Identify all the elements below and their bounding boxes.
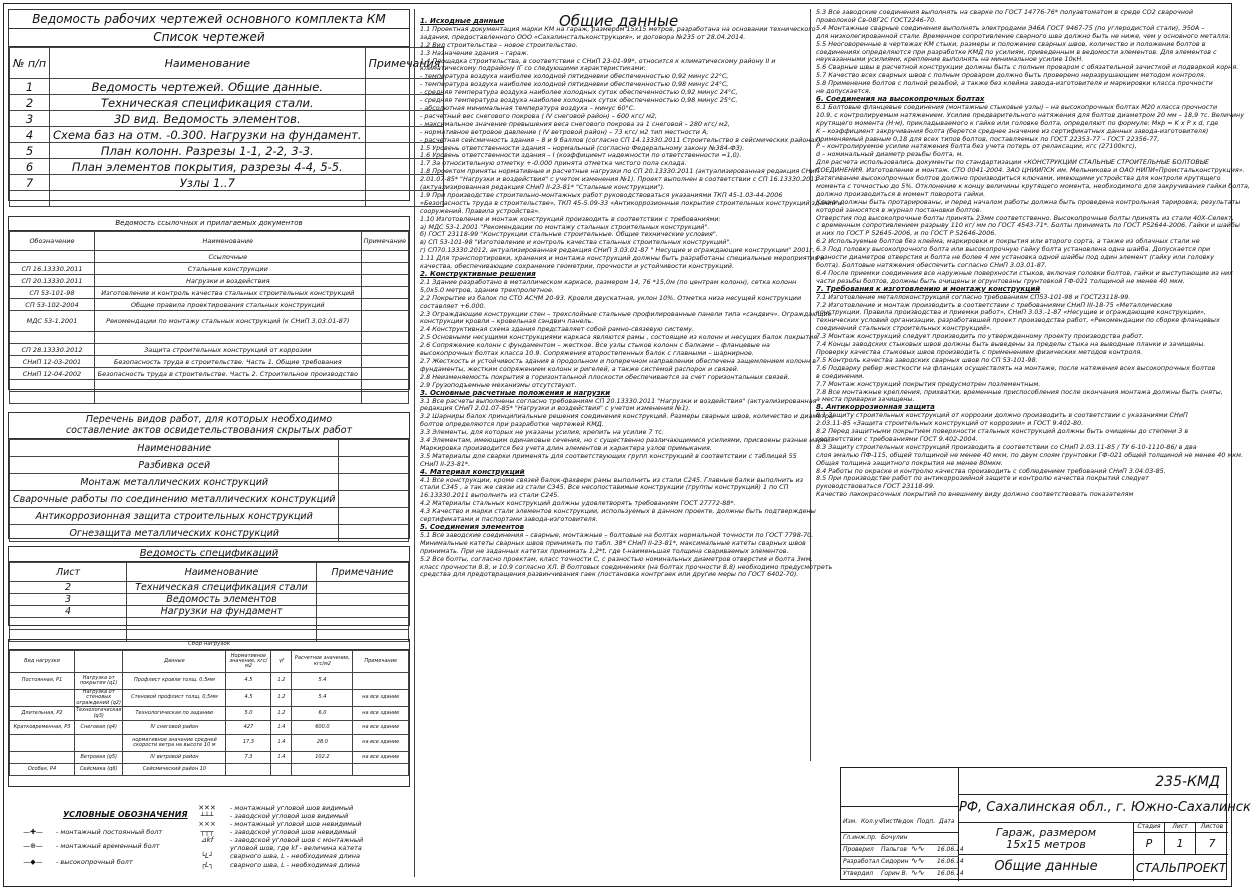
drawings-list-header: Ведомость рабочих чертежей основного комплекта КМ xyxy=(9,10,409,29)
note-line: d – номинальный диаметр резьбы болта, м. xyxy=(816,150,964,159)
note-line: с временным сопротивлением разрыву 110 кг/ мм по ГОСТ 4543-71*. Болты принимать по ГОСТ Р52644-2006. Гайки и шайбы xyxy=(816,221,1240,230)
note-line: (актуализированная редакция СНиП II-23-81* "Стальные конструкции"). xyxy=(420,183,666,192)
note-line: 6.3 Под головку высокопрочного болта или высокопрочную гайку болта установлена одна шайба. Допускается при xyxy=(816,245,1211,254)
table-row: 3 Ведомость элементов xyxy=(10,594,409,606)
note-line: Для расчета использовались документы по стандартизации «КОНСТРУКЦИИ СТАЛЬНЫЕ СТРОИТЕЛЬНЫЕ БОЛТОВЫЕ xyxy=(816,158,1210,167)
note-line: 7.2 Изготовление и монтаж производить в соответствии с требованиями СНиП III-18-75 «Металлические xyxy=(816,300,1173,309)
table-row: СНиП 12-03-2001 Безопасность труда в строительстве. Часть 1. Общие требования xyxy=(10,356,409,368)
note-line: - максимальное значение превышения веса снегового покрова за 1 снеговой – 280 кгс/ м2, xyxy=(420,119,730,128)
note-line: должно производиться в момент поворота гайки. xyxy=(816,189,986,198)
section-heading: 3. Основные расчетные положения и нагрузки xyxy=(420,388,611,397)
note-line: в) СП 53-101-98 "Изготовление и контроль качества стальных строительных конструкций". xyxy=(420,238,732,247)
legend-item: ✕✕✕ - монтажный угловой шов видимый xyxy=(188,804,353,812)
note-line: - температура воздуха наиболее холодной пятидневки обеспеченностью 0,92 минус 22°С, xyxy=(420,72,729,81)
note-line: которой заносятся в журнал постановки болтов. xyxy=(816,205,982,214)
note-line: а места приварки зачищены. xyxy=(816,395,915,404)
note-line: - расчетная сейсмичность здания – 8 и 9 баллов (согласно СП 14.13330.2011 Строительство в сейсмических районах). xyxy=(420,135,823,144)
signature-icon: ∿∿ xyxy=(911,868,925,877)
note-line: 6.4 После приемки соединения все наружные поверхности стыков, включая головки болтов, гайки и выступающие из них xyxy=(816,268,1233,277)
loads-header: Сбор нагрузок xyxy=(9,640,409,650)
note-line: - абсолютная минимальная температура воздуха – минус 60°С. xyxy=(420,103,636,112)
title-block xyxy=(840,767,1251,880)
note-line: 7.5 Контроль качества заводских сварных швов по СП 53-101-98. xyxy=(816,355,1038,364)
note-line: фундаменты, жестким сопряжением колонн и ригелей, а также системой распорок и связей. xyxy=(420,364,739,373)
note-line: составляет +6.000. xyxy=(420,301,486,310)
hidden-works-table xyxy=(8,412,410,539)
general-notes-col3 xyxy=(816,8,1250,761)
table-row: СП 53-102-2004 Общие правила проектирования стальных конструкций xyxy=(10,299,409,311)
note-line: K – коэффициент закручивания болта (берется среднее значение из сертификатных данных завода-изготовителя) xyxy=(816,126,1209,135)
legend-item: ××× - монтажный угловой шов невидимый xyxy=(188,820,361,828)
section-heading: 1. Исходные данные xyxy=(420,17,505,25)
note-line: Ключи должны быть протарированы, и перед началом работы должна быть проведена контрольная тарировка, результаты xyxy=(816,197,1241,206)
legend-item: —✚— - монтажный постоянный болт xyxy=(14,828,162,836)
note-line: 1.8 Проектом приняты нормативные и расчетные нагрузки по СП 20.13330.2011 (актуализированная редакция СНиП xyxy=(420,167,820,176)
col-header: № п/п xyxy=(10,48,50,79)
note-line: 2.9 Грузоподъемные механизмы отсутствуют. xyxy=(420,380,577,389)
note-line: высокопрочных болтах класса 10.9. Сопряжения второстепенных балок с главными – шарнирное. xyxy=(420,349,754,358)
legend-item: —⊕— - монтажный временный болт xyxy=(14,842,160,850)
signer-row: Утвердил Горин В. ∿∿ 16.06.14 xyxy=(843,868,964,877)
note-line: 2.8 Неизменяемость покрытия в горизонтальной плоскости обеспечивается за счет горизонтальных связей. xyxy=(420,372,790,381)
note-line: СНиП II-23-81*. xyxy=(420,459,471,468)
note-line: 8.4 Работы по окраске и контролю качества производить с соблюдением требований СНиП 3.04.03-85. xyxy=(816,466,1166,475)
note-line: - температура воздуха наиболее холодной пятидневки обеспеченностью 0,98 минус 24°С, xyxy=(420,80,729,89)
col-header: Примечания xyxy=(365,48,444,79)
note-line: 2.6 Сопряжение колонн с фундаментом – жесткое. Все узлы стыков колонн с балками – фланцевые на xyxy=(420,341,770,350)
note-line: и них по ГОСТ Р 52645-2006, и по ГОСТ Р 52646-2006. xyxy=(816,229,997,238)
note-line: 1.6 Уровень ответственности здания – I (коэффициент надежности по ответственности =1,0). xyxy=(420,151,742,160)
drawing-sheet xyxy=(3,3,1251,887)
note-line: Маркировка производится без учета длин элементов и характера узлов примыкания. xyxy=(420,443,712,452)
note-line: климатическому подрайону IГ со следующими характеристиками: xyxy=(420,64,646,73)
note-line: 8.2 Перед защитными покрытием поверхности стальных конструкций должны быть очищены до степени 3 в xyxy=(816,427,1189,436)
references-header: Ведомость ссылочных и прилагаемых документов xyxy=(9,217,409,231)
note-line: конструкции. Правила производства и приемки работ», СНиП 3.03.-1-87 «Несущие и ограждающие конструкции», xyxy=(816,308,1207,317)
table-row: Сварочные работы по соединению металлических конструкций xyxy=(10,491,409,508)
sheets-value: 7 xyxy=(1196,833,1228,855)
table-row: Длительная, Р2 Технологическая (q3) Технологическая по заданию 5.0 1.2 6.0 на все здание xyxy=(10,707,409,721)
col-header: Данные xyxy=(123,651,226,673)
temporary-bolt-icon: —⊕— xyxy=(23,842,43,850)
table-row: Ветровая (q5) IV ветровой район 7.3 1.4 102.2 на все здание xyxy=(10,752,409,764)
sheet-title: Общие данные xyxy=(959,855,1134,881)
stage-value: Р xyxy=(1134,833,1165,855)
note-line: не допускается. xyxy=(816,87,871,96)
note-line: средства для предотвращения развинчивания гаек (постановка контргаек или другие меры по ГОСТ 6402-70). xyxy=(420,570,799,579)
note-line: 6.2 Используемые болтов без клейма, маркировки и покрытия или второго сорта, а также из облачных стали не xyxy=(816,237,1200,246)
note-line: 5.1 Все заводские соединения – сварные, монтажные – болтовые на болтах нормальной точности по ГОСТ 7798-70. xyxy=(420,530,814,539)
table-row: Особая, Р4 Сейсмика (q6) Сейсмический район 10 xyxy=(10,764,409,776)
left-column xyxy=(8,9,441,877)
col-header: Лист xyxy=(10,563,127,582)
note-line: 1.2 Вид строительства – новое строительство. xyxy=(420,40,578,49)
note-line: соединений стальных строительных конструкций». xyxy=(816,324,993,333)
col-header: Нормативное значение, кгс/м2 xyxy=(226,651,271,673)
note-line: Отверстия под высокопрочные болты принять 23мм соответственно. Высокопрочные болты принять из стали 40Х-Селект, xyxy=(816,213,1234,222)
col-header: Примечание xyxy=(317,563,409,582)
note-line: 1.9 При производстве строительно-монтажных работ руководствоваться указаниями ТКП 45-1.03-44-2006 xyxy=(420,190,783,199)
note-line: 5.2 Все болты, согласно проектам, класс точности С, с разностью номинальных диаметров отверстия и болта 3мм, xyxy=(420,554,813,563)
note-line: 2.3 Ограждающие конструкции стен – трехслойные стальные профилированные панели типа «сэндвич». Ограждающие xyxy=(420,309,832,318)
note-line: СОЕДИНЕНИЯ. Изготовление и монтаж. СТО 0041-2004. ЗАО ЦНИИПСК им. Мельникова и ОАО НИПИ«Промстальконструкция». xyxy=(816,166,1245,175)
table-row: 2 Техническая спецификация стали xyxy=(10,582,409,594)
note-line: Затягивание высокопрочных болтов должно производиться ключами, имеющими устройства для контроля крутящего xyxy=(816,174,1221,183)
note-line: 1.10 Изготовление и монтаж конструкций производить в соответствии с требованиями: xyxy=(420,214,721,223)
section-heading: 2. Конструктивные решения xyxy=(420,270,536,278)
table-row: 7 Узлы 1..7 xyxy=(10,175,444,191)
page-title: Общие данные xyxy=(559,12,679,30)
column-divider xyxy=(810,9,811,761)
loads-table xyxy=(8,639,410,787)
col-header: Наименование xyxy=(127,563,317,582)
note-line: 7.6 Подварку ребер жесткости на фланцах осуществлять на монтаже, после натяжения всех высокопрочных болтов xyxy=(816,363,1216,372)
note-line: момента с точностью до 5%. Отклонение к концу величины крутящего момента, необходимого для закручивания гайки болта, xyxy=(816,181,1250,190)
note-line: 3.5 Материалы для сварки применять для соответствующих групп конструкций в соответствии с таблицей 55 xyxy=(420,451,797,460)
table-row: Нагрузка от стеновых ограждений (q2) Стеновой профлист толщ. 0,5мм 4.5 1.2 5.4 на все здание xyxy=(10,690,409,707)
legend-item: ┬┬┬ - заводской угловой шов невидимый xyxy=(188,828,357,836)
col-header: Наименование xyxy=(10,440,339,457)
location: РФ, Сахалинская обл., г. Южно-Сахалинск xyxy=(959,795,1228,823)
table-row: СП 16.13330.2011 Стальные конструкции xyxy=(10,263,409,275)
note-line: стали С345 , а так же связи из стали С345. Все несопоставимые конструкции (группы конструкций) 1 по СП xyxy=(420,483,789,492)
note-line: для низколегированной стали. Временное сопротивление сварного шва должно быть не ниже, чем у основного металла. xyxy=(816,31,1231,40)
note-line: 3.1 Все расчеты выполнены согласно требованиям СП 20.13330.2011 "Нагрузки и воздействия" (актуализированная xyxy=(420,396,817,405)
section-heading: 5. Соединения элементов xyxy=(420,523,525,531)
note-line: - средняя температура воздуха наиболее холодных суток обеспеченностью 0,98 минус 25°С. xyxy=(420,96,738,105)
note-line: 5.4 Монтажные сварные соединения выполнять электродами Э46А ГОСТ 9467-75 (по углеродистой стали), Э50А – xyxy=(816,23,1205,32)
note-line: г) СП70.13330.2012, актуализированная редакция СНиП 3.03.01-87 " Несущие и ограждающие конструкции" 2001г. xyxy=(420,246,815,255)
note-line: применяемый равным 0,18 для всех типов болтов, поставляемых по ГОСТ 22353-77 – ГОСТ 22356-77, xyxy=(816,134,1160,143)
note-line: 2.4 Конструктивная схема здания представляет собой рамно-связевую систему. xyxy=(420,325,694,334)
permanent-bolt-icon: —✚— xyxy=(23,828,43,836)
note-line: 2.7 Жесткость и устойчивость здания в продольном и поперечном направлении обеспечена защемлением колонн в xyxy=(420,356,816,365)
section-heading: 4. Материал конструкций xyxy=(420,467,525,476)
note-line: принимать. При не заданных катетах принимать 1,2*t, где t-наименьшая толщина свариваемых элементов. xyxy=(420,546,789,555)
sheet-value: 1 xyxy=(1165,833,1196,855)
note-line: - нормативное ветровое давление ( IV ветровой район) – 73 кгс/ м2 тип местности А, xyxy=(420,127,709,136)
weld-icon: ✕✕✕ xyxy=(198,804,216,812)
note-line: 5,0х5.0 метров, здание трехпролетное. xyxy=(420,285,554,294)
note-line: 2.03.11-85 «Защита строительных конструкций от коррозии» и ГОСТ 9.402-80. xyxy=(816,419,1084,428)
note-line: 4.3 Качество и марки стали элементов конструкции, используемых в данном проекте, должны быть подтверждены xyxy=(420,507,816,516)
table-row: 3 3D вид. Ведомость элементов. xyxy=(10,111,444,127)
note-line: 8.1 Защиту строительных конструкций от коррозии должно производить в соответствии с указаниями СНиП xyxy=(816,411,1188,420)
object-name: Гараж, размером 15х15 метров xyxy=(959,823,1134,855)
hs-bolt-icon: —◆— xyxy=(23,858,43,866)
sheets-label: Листов xyxy=(1196,823,1228,833)
note-line: крутящего момента (Н·м), прикладываемого к гайке или головке болта, определяют по формуле: Мкр = K х P х d, где xyxy=(816,118,1219,127)
weld-icon: ┌L┐ xyxy=(200,861,214,869)
table-row: Монтаж металлических конструкций xyxy=(10,474,409,491)
note-line: в соединении. xyxy=(816,371,865,380)
legend-item: ⊿kf - заводской угловой шов с монтажный xyxy=(188,836,363,844)
table-row: СП 28.13330.2012 Защита строительных конструкций от коррозии xyxy=(10,344,409,356)
col-header: Обозначение xyxy=(10,232,95,251)
note-line: болтов определяются при разработке чертежей КМД. xyxy=(420,420,604,429)
note-line: болта). Болтовые натяжения обеспечить согласно СНиП 3.03.01-87. xyxy=(816,261,1047,269)
legend-item: ┌L┐ сварного шва, L - необходимая длина xyxy=(188,861,360,869)
note-line: 1.7 За относительную отметку +-0.000 принята отметка чистого пола склада. xyxy=(420,159,687,168)
col-header: Примечание xyxy=(361,232,408,251)
company-name: СТАЛЬПРОЕКТ xyxy=(1135,861,1227,875)
note-line: 16.13330.2011 выполнить из стали С245. xyxy=(420,491,560,500)
table-row: Огнезащита металлических конструкций xyxy=(10,525,409,542)
note-line: 7.7 Монтаж конструкций покрытия предусмотрен позлементным. xyxy=(816,379,1041,388)
note-line: 7.4 Концы заводских стыковых швов должны быть выведены за пределы стыка на выводные планки и зачищены. xyxy=(816,340,1206,349)
section-label: Ссылочные xyxy=(95,251,362,263)
note-line: части резьбы болтов, должны быть очищены и огрунтованы грунтовкой ГФ-021 толщиной не менее 40 мкм. xyxy=(816,276,1185,285)
note-line: 2.01.07-85* "Нагрузки и воздействия" с учетом изменения №1). Проект выполнен в соответствии с СП 16.13330.2011 xyxy=(420,175,819,184)
stage-label: Стадия xyxy=(1134,823,1165,833)
note-line: 1.11 Для транспортировки, хранения и монтажа конструкций должны быть разработаны специальные мероприятия и xyxy=(420,254,825,263)
note-line: Качество лакокрасочных покрытий по внешнему виду должно соответствовать показателям xyxy=(816,490,1134,499)
col-header: Примечание xyxy=(353,651,409,673)
signature-icon: ∿∿ xyxy=(911,856,925,865)
weld-icon: ┬┬┬ xyxy=(200,828,214,836)
note-line: разности диаметров отверстия и болта не более 4 мм установка одной шайбы под один элемент (гайку или головку xyxy=(816,253,1215,262)
table-row: Постоянная, Р1 Нагрузка от покрытия (q1) Профлист кровли толщ. 0,5мм 4.5 1.2 5.4 xyxy=(10,673,409,690)
note-line: 5.5 Неоговоренные в чертежах КМ стыки, размеры и положение сварных швов, количество и положение болтов в xyxy=(816,39,1206,48)
note-line: 5.3 Все заводские соединения выполнять на сварке по ГОСТ 14776-76* полуавтоматом в среде СО2 сварочной xyxy=(816,8,1193,16)
note-line: 1.1 Проектная документация марки КМ на гараж, размером 15х15 метров, разработана на основании технического xyxy=(420,24,816,33)
note-line: 1.5 Уровень ответственности здания – нормальный (согласно Федеральному закону №384-ФЗ). xyxy=(420,143,745,152)
table-row: Кратковременная, Р3 Снеговая (q4) IV снеговой район 427 1.4 600.0 на все здание xyxy=(10,721,409,735)
weld-icon: ⊿kf xyxy=(200,836,214,844)
note-line: 5.8 Применение болтов с полной резьбой, а также без клейма завода-изготовителя и маркировки класса прочности xyxy=(816,79,1213,88)
note-line: соединениях определяются при разработке КМД по усилиям, приведенным в ведомости элементов. Для элементов с xyxy=(816,47,1217,56)
note-line: руководствоваться ГОСТ 23118-99. xyxy=(816,482,935,491)
table-row: 5 План колонн. Разрезы 1-1, 2-2, 3-3. xyxy=(10,143,444,159)
note-line: 6.1 Болтовые фланцевые соединения (монтажные стыковые узлы) – на высокопрочных болтах М20 класса прочности xyxy=(816,102,1218,111)
note-line: сооружений. Правила устройства». xyxy=(420,206,541,215)
note-line: качества, обеспечивающие сохранение геометрии, прочности и устойчивости конструкций. xyxy=(420,262,734,271)
legend-title: УСЛОВНЫЕ ОБОЗНАЧЕНИЯ xyxy=(63,810,188,819)
note-line: Минимальные катеты сварных швов принимать по табл. 38* СНиП II-23-81*, максимальные катеты сварных швов xyxy=(420,538,806,547)
signature-icon: ∿∿ xyxy=(911,844,925,853)
legend-item: —◆— - высокопрочный болт xyxy=(14,858,133,866)
note-line: б) ГОСТ 23118-99 "Конструкции стальные строительные. Общие технические условия". xyxy=(420,230,718,239)
note-line: 4.2 Материалы стальных конструкций должны удовлетворять требованиям ГОСТ 27772-88*. xyxy=(420,499,736,508)
col-header: γf xyxy=(271,651,292,673)
note-line: 3.2 Шарниры балок принципиальные решения соединения конструкций. Размеры сварных швов, количество и диаметры xyxy=(420,412,834,421)
col-header: Вид нагрузки xyxy=(10,651,75,673)
note-line: 8.5 При производстве работ по антикоррозийной защите и контролю качества покрытий следует xyxy=(816,474,1149,483)
table-row: СП 20.13330.2011 Нагрузки и воздействия xyxy=(10,275,409,287)
table-row: 1 Ведомость чертежей. Общие данные. xyxy=(10,79,444,95)
table-row: Антикоррозионная защита строительных конструкций xyxy=(10,508,409,525)
note-line: 3.3 Элементы, для которых не указаны усилия, крепить на усилие 7 тс. xyxy=(420,428,664,437)
note-line: 10.9, с контролируемым натяжением. Усилие предварительного натяжения для болтов диаметром 20 мм – 18,9 тс. Величину xyxy=(816,110,1244,119)
col-header: Наименование xyxy=(50,48,366,79)
note-line: 8.3 Защиту строительных конструкций производить в соответствии со СНиП 2.03.11-85 / ТУ 6-10-1110-86/ в два xyxy=(816,442,1197,451)
note-line: 7.8 Все монтажные крепления, прихватки, временные приспособления после окончания монтажа должны быть сняты, xyxy=(816,387,1223,396)
legend-item: угловой шов, где kf - величина катета xyxy=(230,844,362,852)
note-line: неуказанными усилиями, крепление выполнять на минимальное усилие 10кН. xyxy=(816,55,1084,64)
note-line: технических условий организации, разработавшей проект производства работ, «Рекомендации по сборке фланцевых xyxy=(816,316,1220,325)
specs-header: Ведомость спецификаций xyxy=(9,547,409,562)
references-table xyxy=(8,216,410,390)
note-line: а) МДС 53-1.2001 "Рекомендации по монтажу стальных строительных конструкций". xyxy=(420,222,710,231)
legend-item: └L┘ сварного шва, L - необходимая длина xyxy=(188,852,360,860)
weld-icon: └L┘ xyxy=(200,852,214,860)
drawings-list-subheader: Список чертежей xyxy=(9,29,409,47)
col-header: Наименование xyxy=(95,232,362,251)
note-line: Общая толщина защитного покрытия не менее 80мкм. xyxy=(816,458,1003,467)
revision-header: Изм. Кол.уч Лист №док Подп. Дата xyxy=(843,818,955,825)
legend xyxy=(8,804,410,877)
note-line: класс прочности 8.8, и 10.9 согласно ХЛ. В болтовых соединениях (на болтах прочности 8.8) необходимо предусмотреть xyxy=(420,562,833,571)
hidden-works-header: Перечень видов работ, для которых необходимо составление актов освидетельствования скрытых работ xyxy=(9,413,409,439)
note-line: P – контролируемое усилие натяжения болта без учета потерь от релаксации, кгс (27100кгс), xyxy=(816,142,1137,151)
note-line: 7.1 Изготовление металлоконструкций согласно требованиям СП53-101-98 и ГОСТ23118-99. xyxy=(816,292,1131,301)
weld-icon: ┴┴┴ xyxy=(200,812,214,820)
table-row: СНиП 12-04-2002 Безопасность труда в строительстве. Часть 2. Строительное производство xyxy=(10,368,409,380)
signer-row: Проверил Пальгов ∿∿ 16.06.14 xyxy=(843,844,964,853)
section-heading: 8. Антикоррозионная защита xyxy=(816,403,935,412)
drawings-list-table xyxy=(8,9,441,201)
note-line: 3.4 Элементам, имеющим одинаковые сечения, но с существенно различающимися усилиями, присвоены разные марки. xyxy=(420,436,833,445)
note-line: соответствии с требованиями ГОСТ 9.402-2004. xyxy=(816,434,978,443)
table-row: СП 53-101-98 Изготовление и контроль качества стальных строительных конструкций xyxy=(10,287,409,299)
note-line: «Безопасность труда в строительстве», ТКП 45-5.09-33 «Антикоррозионные покрытия строительных конструкций зданий и xyxy=(420,198,842,207)
section-heading: 7. Требования к изготовлению и монтажу конструкций xyxy=(816,284,1041,293)
doc-code: 235-КМД xyxy=(959,768,1228,795)
note-line: сертификатами и паспортами завода-изготовителя. xyxy=(420,515,598,524)
note-line: - средняя температура воздуха наиболее холодных суток обеспеченностью 0,92 минус 24°С, xyxy=(420,88,738,97)
note-line: слоя эмалью ПФ-115, общей толщиной не менее 40 мкм, по двум слоям грунтовки ГФ-021 общей толщиной не менее 40 мкм. xyxy=(816,450,1243,459)
note-line: 1.4 Площадка строительства, в соответствии с СНиП 23-01-99*, относится к климатическому району II и xyxy=(420,56,776,65)
note-line: конструкции кровли – кровельная сэндвич панель. xyxy=(420,317,594,326)
note-line: 2.2 Покрытие из балок по СТО АСЧМ 20-93. Кровля двускатная, уклон 10%. Отметка низа несущей конструкции xyxy=(420,293,802,302)
table-row: 4 Нагрузки на фундамент xyxy=(10,606,409,618)
table-row: 4 Схема баз на отм. -0.300. Нагрузки на фундамент. xyxy=(10,127,444,143)
col-header: Расчетное значение, кгс/м2 xyxy=(292,651,353,673)
note-line: 2.5 Основными несущими конструкциями каркаса являются рамы , состоящие из колонн и несущих балок покрытия. xyxy=(420,333,820,342)
signer-row: Разработал Сидорин ∿∿ 16.06.14 xyxy=(843,856,964,865)
specs-table xyxy=(8,546,410,626)
table-row: нормативное значение средней скорости ветра на высоте 10 м 17.3 1.4 28.0 на все здание xyxy=(10,735,409,752)
legend-item: ┴┴┴ - заводской угловой шов видимый xyxy=(188,812,348,820)
note-line: 4.1 Все конструкции, кроме связей балок-фахверк рамы выполнить из стали С245. Главные балки выполнить из xyxy=(420,475,804,484)
note-line: редакция СНиП 2.01.07-85* "Нагрузки и воздействия" с учетом изменения №1). xyxy=(420,404,691,413)
table-row: 2 Техническая спецификация стали. xyxy=(10,95,444,111)
note-line: задания, предоставленного ООО «Сахалинстальконструкция», и договора №235 от 28.04.2014. xyxy=(420,32,746,41)
note-line: 1.3 Назначение здания – гараж. xyxy=(420,48,529,57)
note-line: 2.1 Здание разработано в металлическом каркасе, размером 14, 76 *15,0м (по центрам колонн), сетка колонн xyxy=(420,277,797,286)
note-line: Проверку качества стыковых швов производить с применением физических методов контроля. xyxy=(816,347,1143,356)
sheet-label: Лист xyxy=(1165,823,1196,833)
table-row: 6 План элементов покрытия, разрезы 4-4, 5-5. xyxy=(10,159,444,175)
note-line: проволокой Св-08Г2С ГОСТ2246-70. xyxy=(816,15,937,24)
signer-row: Гл.инж.пр. Бочулин xyxy=(843,834,908,841)
weld-icon: ××× xyxy=(198,820,216,828)
table-row: Разбивка осей xyxy=(10,457,409,474)
column-divider xyxy=(414,9,415,877)
note-line: 5.6 Сварные швы в расчетной конструкции должны быть с полным проваром с обязательной зачисткой и подваркой корня. xyxy=(816,63,1239,72)
table-row: МДС 53-1.2001 Рекомендации по монтажу стальных конструкций (к СНиП 3.03.01-87) xyxy=(10,311,409,332)
section-heading: 6. Соединения на высокопрочных болтах xyxy=(816,94,985,103)
note-line: - расчетный вес снегового покрова ( IV снеговой район) – 600 кгс/ м2, xyxy=(420,111,657,120)
note-line: 7.3 Монтаж конструкций следует производить по утвержденному проекту производства работ. xyxy=(816,332,1144,341)
note-line: 5.7 Качество всех сварных швов с полным проваром должно быть проверено неразрушающим методом контроля. xyxy=(816,71,1206,80)
